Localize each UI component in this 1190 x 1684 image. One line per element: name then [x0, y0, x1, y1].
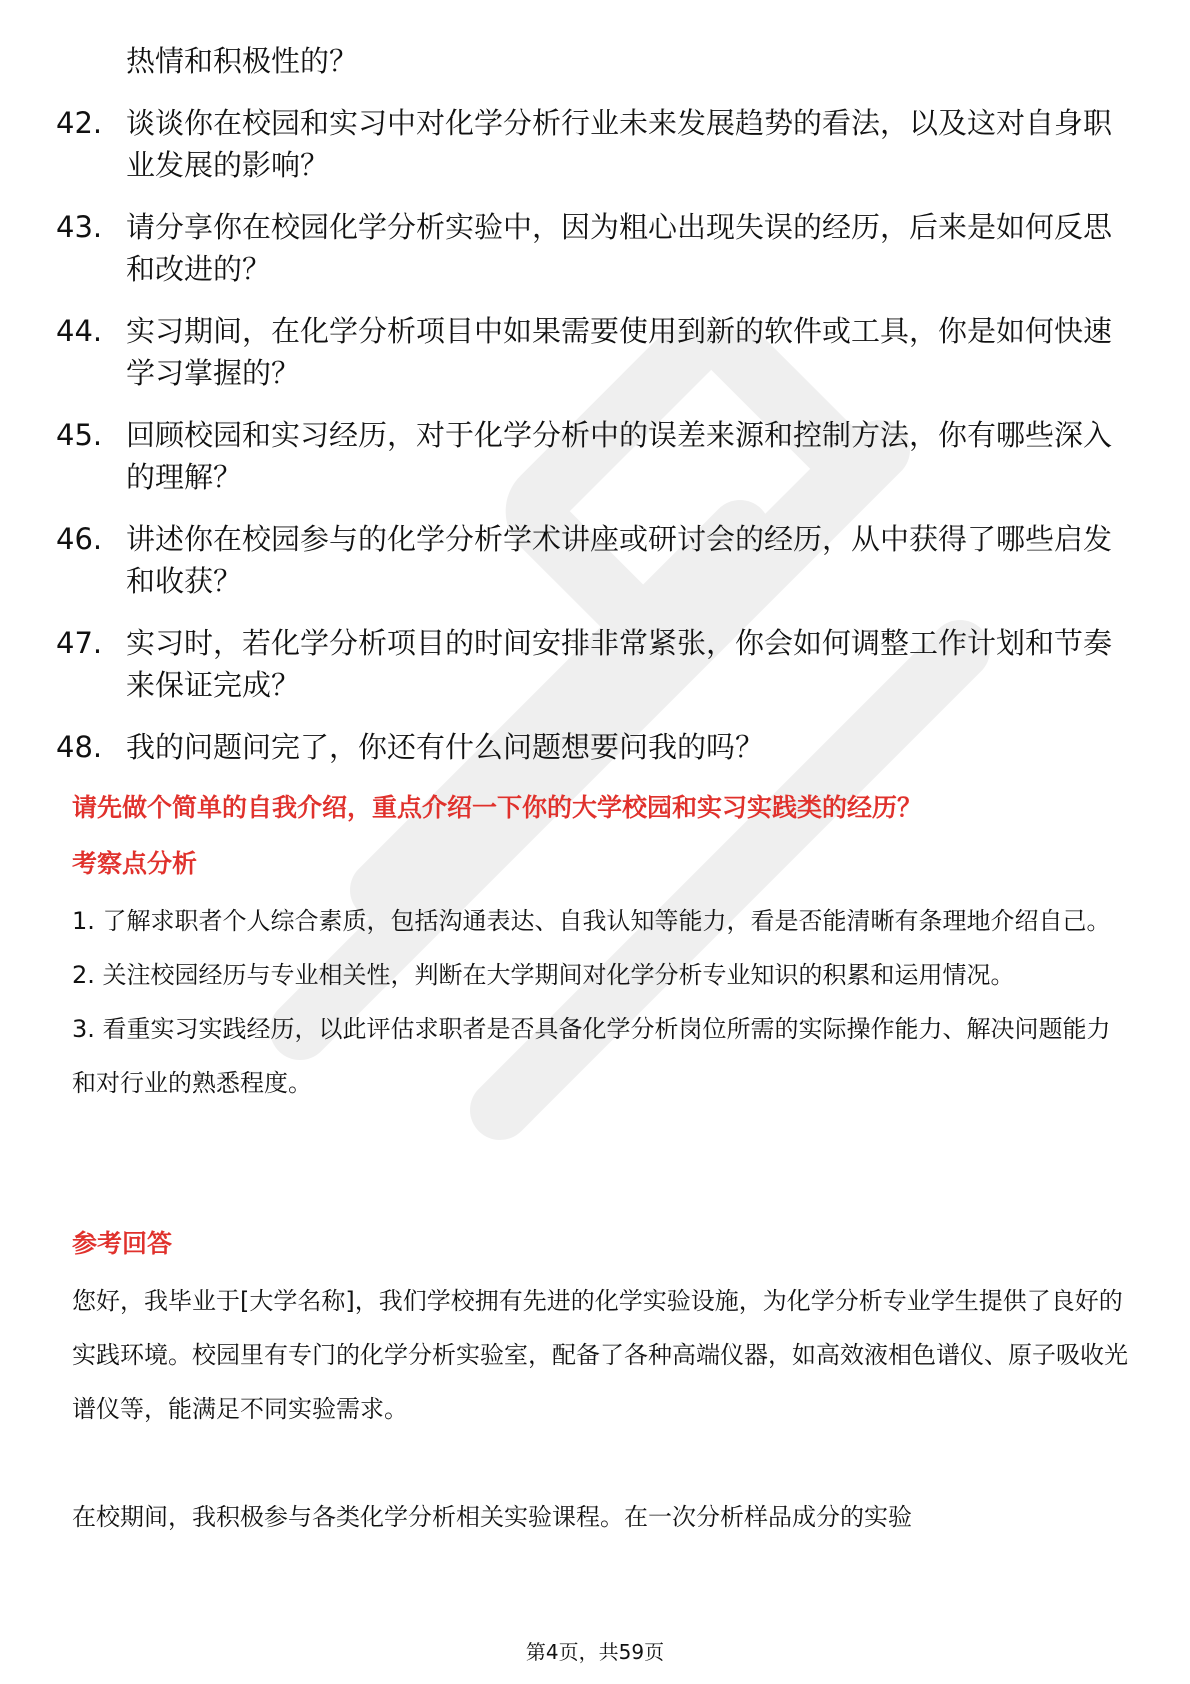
question-item	[56, 310, 1136, 394]
question-number: 45.	[56, 418, 103, 452]
question-text: 回顾校园和实习经历，对于化学分析中的误差来源和控制方法，你有哪些深入的理解？	[126, 418, 1113, 494]
question-item	[56, 206, 1136, 290]
reference-paragraph: 在校期间，我积极参与各类化学分析相关实验课程。在一次分析样品成分的实验	[72, 1503, 912, 1531]
question-text: 实习时，若化学分析项目的时间安排非常紧张，你会如何调整工作计划和节奏来保证完成？	[126, 626, 1113, 702]
question-item	[56, 518, 1136, 602]
question-text: 我的问题问完了，你还有什么问题想要问我的吗？	[126, 730, 765, 764]
answer-question-heading: 请先做个简单的自我介绍，重点介绍一下你的大学校园和实习实践类的经历？	[72, 793, 923, 822]
question-number: 43.	[56, 210, 103, 244]
question-list	[56, 40, 1136, 788]
question-text: 谈谈你在校园和实习中对化学分析行业未来发展趋势的看法，以及这对自身职业发展的影响？	[126, 106, 1113, 182]
question-item	[56, 726, 1136, 768]
question-number: 44.	[56, 314, 103, 348]
reference-paragraph: 您好，我毕业于[大学名称]，我们学校拥有先进的化学实验设施，为化学分析专业学生提供了良好的实践环境。校园里有专门的化学分析实验室，配备了各种高端仪器，如高效液相色谱仪、原子吸收光谱仪等，能满足不同实验需求。	[72, 1287, 1128, 1423]
reference-section	[72, 1226, 1132, 1544]
question-item	[56, 414, 1136, 498]
page-number: 第4页，共59页	[525, 1640, 665, 1664]
analysis-point: 3. 看重实习实践经历，以此评估求职者是否具备化学分析岗位所需的实际操作能力、解决问题能力和对行业的熟悉程度。	[72, 1015, 1111, 1097]
question-number: 46.	[56, 522, 103, 556]
question-text: 实习期间，在化学分析项目中如果需要使用到新的软件或工具，你是如何快速学习掌握的？	[126, 314, 1113, 390]
analysis-heading: 考察点分析	[72, 849, 198, 878]
analysis-point: 1. 了解求职者个人综合素质，包括沟通表达、自我认知等能力，看是否能清晰有条理地介绍自己。	[72, 907, 1111, 935]
question-continuation: 热情和积极性的？	[126, 44, 359, 78]
question-text: 请分享你在校园化学分析实验中，因为粗心出现失误的经历，后来是如何反思和改进的？	[126, 210, 1113, 286]
question-item	[56, 102, 1136, 186]
answer-question-title	[72, 790, 1132, 826]
question-text: 讲述你在校园参与的化学分析学术讲座或研讨会的经历，从中获得了哪些启发和收获？	[126, 522, 1113, 598]
question-number: 48.	[56, 730, 103, 764]
analysis-point: 2. 关注校园经历与专业相关性，判断在大学期间对化学分析专业知识的积累和运用情况。	[72, 961, 1015, 989]
analysis-section	[72, 846, 1132, 1110]
question-number: 42.	[56, 106, 103, 140]
question-item	[56, 622, 1136, 706]
reference-heading: 参考回答	[72, 1229, 173, 1258]
question-number: 47.	[56, 626, 103, 660]
